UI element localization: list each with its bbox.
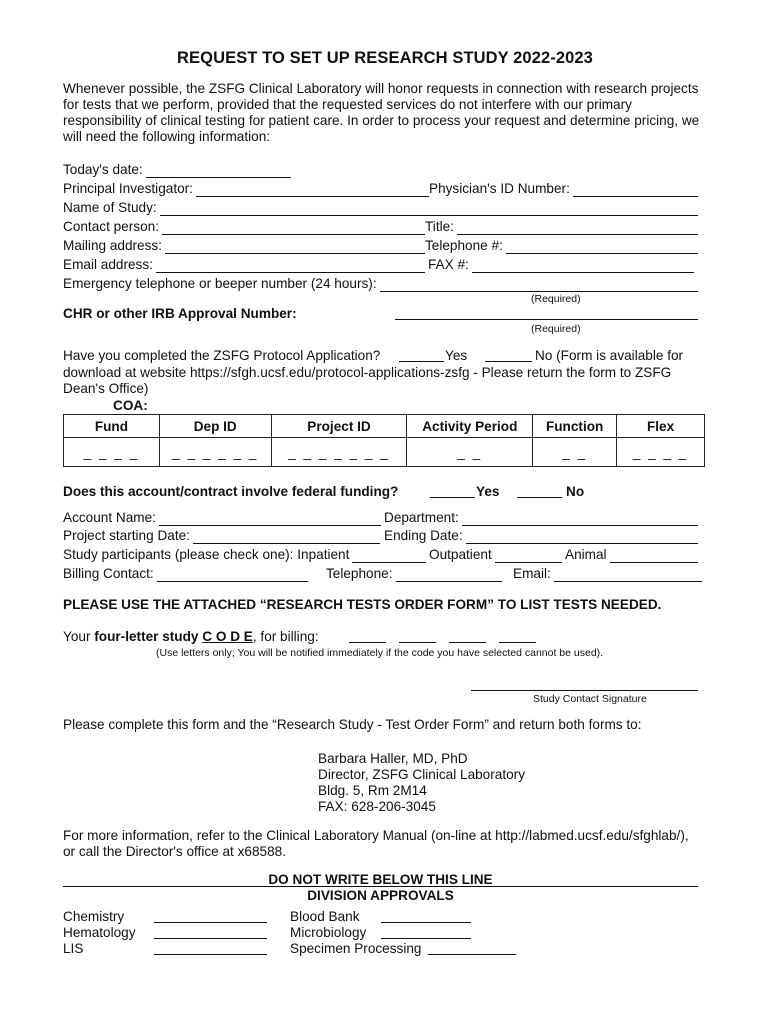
federal-yes-label: Yes [476, 484, 500, 499]
telephone-field[interactable] [506, 240, 698, 254]
animal-field[interactable] [610, 549, 698, 563]
address-role: Director, ZSFG Clinical Laboratory [318, 767, 525, 782]
todays-date-label: Today's date: [63, 162, 143, 177]
code-letter-1[interactable] [349, 629, 386, 643]
approval-blood-bank-label: Blood Bank [290, 909, 360, 924]
participants-row [63, 547, 426, 563]
approval-lis-label: LIS [63, 941, 84, 956]
code-letter-3[interactable] [449, 629, 486, 643]
address-bldg: Bldg. 5, Rm 2M14 [318, 783, 427, 798]
coa-table [63, 414, 705, 467]
approval-blood-bank-field[interactable] [381, 909, 471, 923]
department-field[interactable] [462, 512, 698, 526]
study-code-bold: four-letter study [94, 629, 203, 644]
principal-investigator-field[interactable] [196, 183, 429, 197]
federal-question: Does this account/contract involve federal funding? [63, 484, 399, 499]
physician-id-row [429, 181, 698, 197]
coa-header-fund: Fund [64, 415, 160, 438]
coa-header-dep-id: Dep ID [159, 415, 271, 438]
code-letter-2[interactable] [399, 629, 436, 643]
billing-telephone-field[interactable] [396, 568, 502, 582]
study-code-prefix: Your [63, 629, 95, 644]
approval-chemistry-field[interactable] [154, 909, 267, 923]
billing-email-row [513, 566, 702, 582]
more-info-line1: For more information, refer to the Clinical Laboratory Manual (on-line at http://labmed.ucsf.edu/sfghlab/), [63, 828, 689, 843]
email-address-field[interactable] [156, 259, 425, 273]
ending-date-label: Ending Date: [384, 528, 463, 543]
do-not-write-label: DO NOT WRITE BELOW THIS LINE [268, 872, 493, 887]
fax-row [428, 257, 694, 273]
federal-no-field[interactable] [517, 484, 562, 498]
billing-contact-row [63, 566, 308, 582]
todays-date-row [63, 162, 291, 178]
more-info-line2: or call the Director's office at x68588. [63, 844, 286, 859]
required-note-2: (Required) [531, 323, 581, 335]
protocol-no-label: No (Form is available for [535, 348, 684, 363]
physician-id-label: Physician's ID Number: [429, 181, 570, 196]
fax-field[interactable] [472, 259, 694, 273]
study-code-suffix: , for billing: [252, 629, 319, 644]
coa-dep-id-cell[interactable]: _ _ _ _ _ _ [159, 438, 271, 467]
chr-irb-label: CHR or other IRB Approval Number: [63, 306, 297, 321]
billing-email-label: Email: [513, 566, 551, 581]
principal-investigator-row [63, 181, 429, 197]
title-field[interactable] [457, 221, 698, 235]
coa-function-cell[interactable]: _ _ [533, 438, 617, 467]
billing-telephone-label: Telephone: [326, 566, 393, 581]
coa-header-project-id: Project ID [271, 415, 407, 438]
email-address-row [63, 257, 425, 273]
division-approvals-heading: DIVISION APPROVALS [307, 888, 454, 903]
title-row [425, 219, 698, 235]
participants-label: Study participants (please check one): Inpatient [63, 547, 350, 562]
protocol-question: Have you completed the ZSFG Protocol Application? [63, 348, 381, 363]
contact-person-row [63, 219, 425, 235]
emergency-label: Emergency telephone or beeper number (24 hours): [63, 276, 377, 291]
study-code-label [63, 629, 319, 645]
project-start-row [63, 528, 380, 544]
coa-label: COA: [113, 398, 148, 413]
signature-label: Study Contact Signature [533, 693, 647, 705]
study-code-note: (Use letters only; You will be notified immediately if the code you have selected cannot be used). [156, 647, 604, 659]
approval-lis-field[interactable] [154, 941, 267, 955]
protocol-yes-field[interactable] [399, 348, 444, 362]
coa-activity-period-cell[interactable]: _ _ [407, 438, 533, 467]
protocol-deans-office: Dean's Office) [63, 381, 149, 396]
telephone-row [425, 238, 698, 254]
required-note-1: (Required) [531, 293, 581, 305]
ending-date-row [384, 528, 698, 544]
coa-header-row [64, 415, 705, 438]
approval-hematology-label: Hematology [63, 925, 136, 940]
billing-contact-field[interactable] [157, 568, 308, 582]
emergency-row [63, 276, 698, 292]
contact-person-label: Contact person: [63, 219, 159, 234]
account-name-row [63, 510, 381, 526]
federal-yes-field[interactable] [430, 484, 475, 498]
billing-contact-label: Billing Contact: [63, 566, 154, 581]
protocol-download-text: download at website https://sfgh.ucsf.edu/protocol-applications-zsfg - Please return the form to ZSFG [63, 365, 672, 380]
principal-investigator-label: Principal Investigator: [63, 181, 193, 196]
fax-label: FAX #: [428, 257, 469, 272]
department-label: Department: [384, 510, 459, 525]
outpatient-row [429, 547, 562, 563]
approval-microbiology-label: Microbiology [290, 925, 367, 940]
outpatient-field[interactable] [495, 549, 562, 563]
contact-person-field[interactable] [162, 221, 425, 235]
signature-field[interactable] [471, 677, 698, 691]
telephone-label: Telephone #: [425, 238, 503, 253]
physician-id-field[interactable] [573, 183, 698, 197]
billing-telephone-row [326, 566, 502, 582]
project-start-field[interactable] [193, 530, 380, 544]
inpatient-field[interactable] [352, 549, 426, 563]
mailing-address-label: Mailing address: [63, 238, 162, 253]
coa-fund-cell[interactable]: _ _ _ _ [64, 438, 160, 467]
coa-header-flex: Flex [617, 415, 705, 438]
email-address-label: Email address: [63, 257, 153, 272]
approval-hematology-field[interactable] [154, 925, 267, 939]
emergency-field[interactable] [380, 278, 698, 292]
name-of-study-label: Name of Study: [63, 200, 157, 215]
project-start-label: Project starting Date: [63, 528, 190, 543]
protocol-yes-label: Yes [445, 348, 468, 363]
approval-chemistry-label: Chemistry [63, 909, 125, 924]
federal-no-label: No [566, 484, 585, 499]
ending-date-field[interactable] [466, 530, 698, 544]
approval-specimen-processing-field[interactable] [428, 941, 516, 955]
return-instructions: Please complete this form and the “Research Study - Test Order Form” and return both forms to: [63, 717, 642, 732]
billing-email-field[interactable] [554, 568, 702, 582]
address-name: Barbara Haller, MD, PhD [318, 751, 468, 766]
coa-project-id-cell[interactable]: _ _ _ _ _ _ _ [271, 438, 407, 467]
coa-header-activity-period: Activity Period [407, 415, 533, 438]
coa-value-row [64, 438, 705, 467]
mailing-address-field[interactable] [165, 240, 425, 254]
approval-specimen-processing-label: Specimen Processing [290, 941, 422, 956]
name-of-study-field[interactable] [160, 202, 698, 216]
coa-flex-cell[interactable]: _ _ _ _ [617, 438, 705, 467]
todays-date-field[interactable] [146, 164, 291, 178]
animal-label: Animal [565, 547, 607, 562]
study-code-word: C O D E [202, 629, 253, 644]
address-fax: FAX: 628-206-3045 [318, 799, 436, 814]
animal-row [565, 547, 698, 563]
chr-irb-field[interactable] [395, 306, 698, 320]
coa-header-function: Function [533, 415, 617, 438]
title-label: Title: [425, 219, 454, 234]
approval-microbiology-field[interactable] [381, 925, 471, 939]
form-title: REQUEST TO SET UP RESEARCH STUDY 2022-2023 [177, 49, 593, 67]
outpatient-label: Outpatient [429, 547, 492, 562]
department-row [384, 510, 698, 526]
code-letter-4[interactable] [499, 629, 536, 643]
tests-order-notice: PLEASE USE THE ATTACHED “RESEARCH TESTS ORDER FORM” TO LIST TESTS NEEDED. [63, 597, 662, 612]
name-of-study-row [63, 200, 698, 216]
account-name-label: Account Name: [63, 510, 156, 525]
intro-paragraph: Whenever possible, the ZSFG Clinical Laboratory will honor requests in connection with research projects for tests that we perform, provided that the requested services do not interfere with our primary responsibility of clinical testing for patient care. In order to process your request and determine pricing, we will need the following information: [63, 81, 700, 144]
protocol-no-field[interactable] [485, 348, 532, 362]
mailing-address-row [63, 238, 425, 254]
account-name-field[interactable] [159, 512, 381, 526]
